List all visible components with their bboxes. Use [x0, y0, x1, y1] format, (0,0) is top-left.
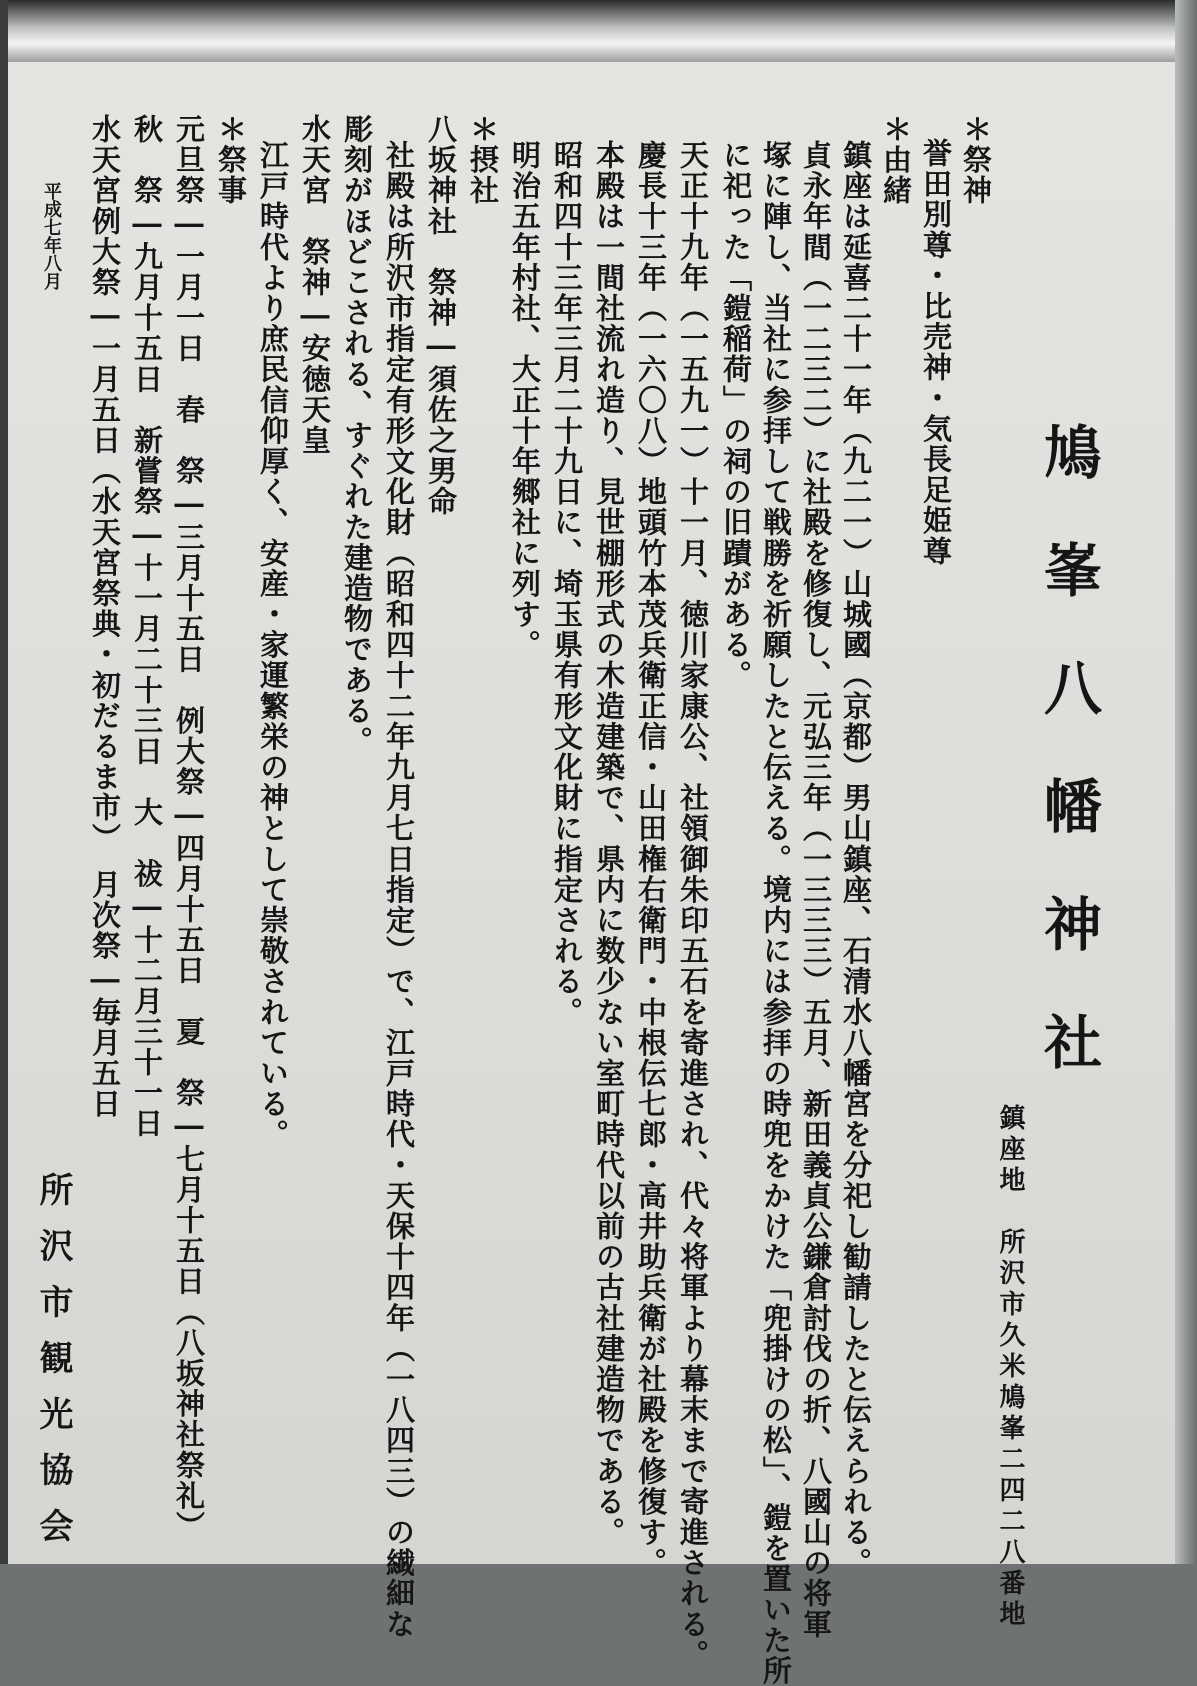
text-col-8: 天正十九年（一五九一）十一月、徳川家康公、社領御朱印五石を寄進され、代々将軍より幕末まで寄進される。	[676, 140, 710, 1670]
frame-right	[1175, 0, 1197, 1564]
text-col-15: 社殿は所沢市指定有形文化財（昭和四十二年九月七日指定）で、江戸時代・天保十四年（一八四三）の繊細な	[382, 140, 416, 1640]
text-col-18: 江戸時代より庶民信仰厚く、安産・家運繁栄の神として崇敬されている。	[256, 140, 290, 1150]
yasaka-shrine-line: 八坂神社 祭神―須佐之男命	[424, 114, 458, 517]
issue-date: 平成七年八月	[41, 182, 62, 290]
heading-festivals: ＊祭事	[214, 114, 248, 206]
festival-col-2: 秋 祭―九月十五日 新嘗祭―十一月二十三日 大 祓―十二月三十一日	[130, 114, 164, 1139]
deities-names: 誉田別尊・比売神・気長足姫尊	[919, 138, 953, 567]
sign-board	[8, 62, 1175, 1686]
festival-col-3: 水天宮例大祭―一月五日（水天宮祭典・初だるま市） 月次祭―毎月五日	[88, 114, 122, 1120]
text-col-12: 明治五年村社、大正十年郷社に列す。	[508, 140, 542, 661]
issuer-name: 所沢市観光協会	[33, 1172, 73, 1564]
frame-left	[0, 0, 8, 1564]
heading-deities: ＊祭神	[959, 114, 993, 206]
heading-history: ＊由緒	[879, 114, 913, 206]
frame-top	[0, 0, 1197, 62]
text-col-6: 塚に陣し、当社に参拝して戦勝を祈願したと伝える。境内には参拝の時兜をかけた「兜掛けの松」、鎧を置いた所	[759, 140, 793, 1686]
text-col-16: 彫刻がほどこされる、すぐれた建造物である。	[340, 114, 374, 757]
text-col-9: 慶長十三年（一六〇八）地頭竹本茂兵衛正信・山田権右衛門・中根伝七郎・高井助兵衛が社殿を修復す。	[634, 140, 668, 1579]
suitengu-line: 水天宮 祭神―安徳天皇	[298, 114, 332, 456]
text-col-11: 昭和四十三年三月二十九日に、埼玉県有形文化財に指定される。	[550, 140, 584, 1028]
festival-col-1: 元旦祭―一月一日 春 祭―三月十五日 例大祭―四月十五日 夏 祭―七月十五日（八坂神社祭礼）	[172, 114, 206, 1542]
text-col-4: 鎮座は延喜二十一年（九二一）山城國（京都）男山鎮座、石清水八幡宮を分祀し勧請したと伝えられる。	[839, 140, 873, 1579]
location-line: 鎮座地 所沢市久米鳩峯二四二八番地	[995, 1104, 1025, 1631]
text-col-10: 本殿は一間社流れ造り、見世棚形式の木造建築で、県内に数少ない室町時代以前の古社建造物である。	[592, 140, 626, 1548]
sign-title: 鳩峯八幡神社	[1034, 422, 1102, 1130]
text-col-5: 貞永年間（一二三二）に社殿を修復し、元弘三年（一三三三）五月、新田義貞公鎌倉討伐の折、八國山の将軍	[799, 140, 833, 1640]
heading-subshrines: ＊摂社	[466, 114, 500, 206]
text-col-7: に祀った「鎧稲荷」の祠の旧蹟がある。	[719, 140, 753, 691]
